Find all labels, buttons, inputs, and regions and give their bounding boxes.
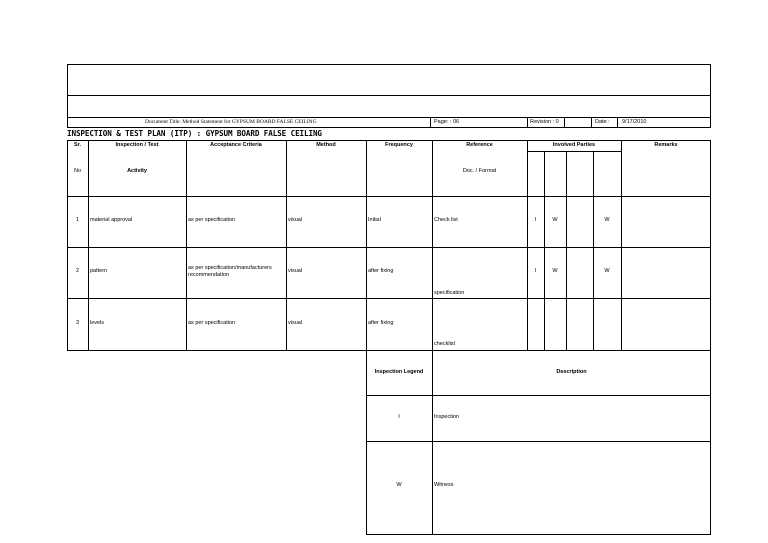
row-party-4: W [604, 268, 610, 274]
row-acceptance: as per specification/manufacturers recommendation [188, 265, 272, 278]
row-activity: pattern [90, 268, 108, 274]
header-remarks: Remarks [654, 142, 678, 148]
date-value: 9/17/2010 [622, 119, 647, 125]
column-divider [186, 140, 187, 351]
row-method: visual [288, 268, 303, 274]
header-method: Method [316, 142, 336, 148]
header-doc-format: Doc. / Format [462, 168, 497, 174]
header-activity: Activity [127, 168, 147, 174]
row-activity: material approval [90, 217, 133, 223]
row-reference-bottom: specification [434, 290, 465, 296]
header-reference: Reference [466, 142, 493, 148]
row-number: 2 [75, 268, 80, 274]
row-reference-bottom: checklist [434, 341, 456, 347]
legend-header-description: Description [556, 369, 587, 375]
header-divider [67, 117, 711, 118]
row-party-1: I [534, 268, 537, 274]
header-sr: Sr. [73, 142, 82, 148]
legend-description: Witness [434, 482, 454, 488]
row-divider [67, 247, 711, 248]
header-involved-parties: Involved Parties [552, 142, 596, 148]
column-divider [544, 151, 545, 351]
header-divider [67, 95, 711, 96]
row-frequency: Initial [368, 217, 381, 223]
legend-code: I [398, 414, 400, 420]
row-method: visual [288, 320, 303, 326]
column-divider [527, 140, 528, 351]
header-divider [591, 117, 592, 128]
page-number: Page: : 06 [434, 119, 460, 125]
header-no: No [73, 168, 82, 174]
row-number: 3 [75, 320, 80, 326]
row-party-2: W [552, 217, 558, 223]
legend-divider [366, 395, 711, 396]
column-divider [621, 140, 622, 351]
row-divider [67, 196, 711, 197]
legend-table [366, 350, 711, 535]
column-divider [593, 151, 594, 351]
header-divider [617, 117, 618, 128]
legend-description: Inspection [434, 414, 460, 420]
header-acceptance-criteria: Acceptance Criteria [210, 142, 262, 148]
column-divider [566, 151, 567, 351]
involved-parties-divider [527, 151, 621, 152]
row-reference: Check list [434, 217, 458, 223]
row-party-4: W [604, 217, 610, 223]
plan-title: INSPECTION & TEST PLAN (ITP) : GYPSUM BOARD FALSE CEILING [67, 129, 322, 138]
legend-code: W [396, 482, 402, 488]
row-party-2: W [552, 268, 558, 274]
legend-header-code: Inspection Legend [374, 369, 424, 375]
legend-divider [432, 350, 433, 535]
row-method: visual [288, 217, 303, 223]
row-number: 1 [75, 217, 80, 223]
row-party-1: I [534, 217, 537, 223]
header-inspection-test: Inspection / Test [115, 142, 159, 148]
row-frequency: after fixing [368, 268, 394, 274]
document-title: Document Title: Method Statement for GYPSUM BOARD FALSE CEILING [145, 119, 317, 125]
legend-divider [366, 441, 711, 442]
row-acceptance: as per specification [188, 320, 236, 326]
header-divider [527, 117, 528, 128]
revision-number: Revision : 0 [530, 119, 559, 125]
header-divider [430, 117, 431, 128]
header-divider [564, 117, 565, 128]
row-frequency: after fixing [368, 320, 394, 326]
row-activity: levels [90, 320, 105, 326]
date-label: Date : [595, 119, 610, 125]
header-frequency: Frequency [385, 142, 413, 148]
column-divider [366, 140, 367, 351]
row-acceptance: as per specification [188, 217, 236, 223]
column-divider [286, 140, 287, 351]
row-divider [67, 298, 711, 299]
